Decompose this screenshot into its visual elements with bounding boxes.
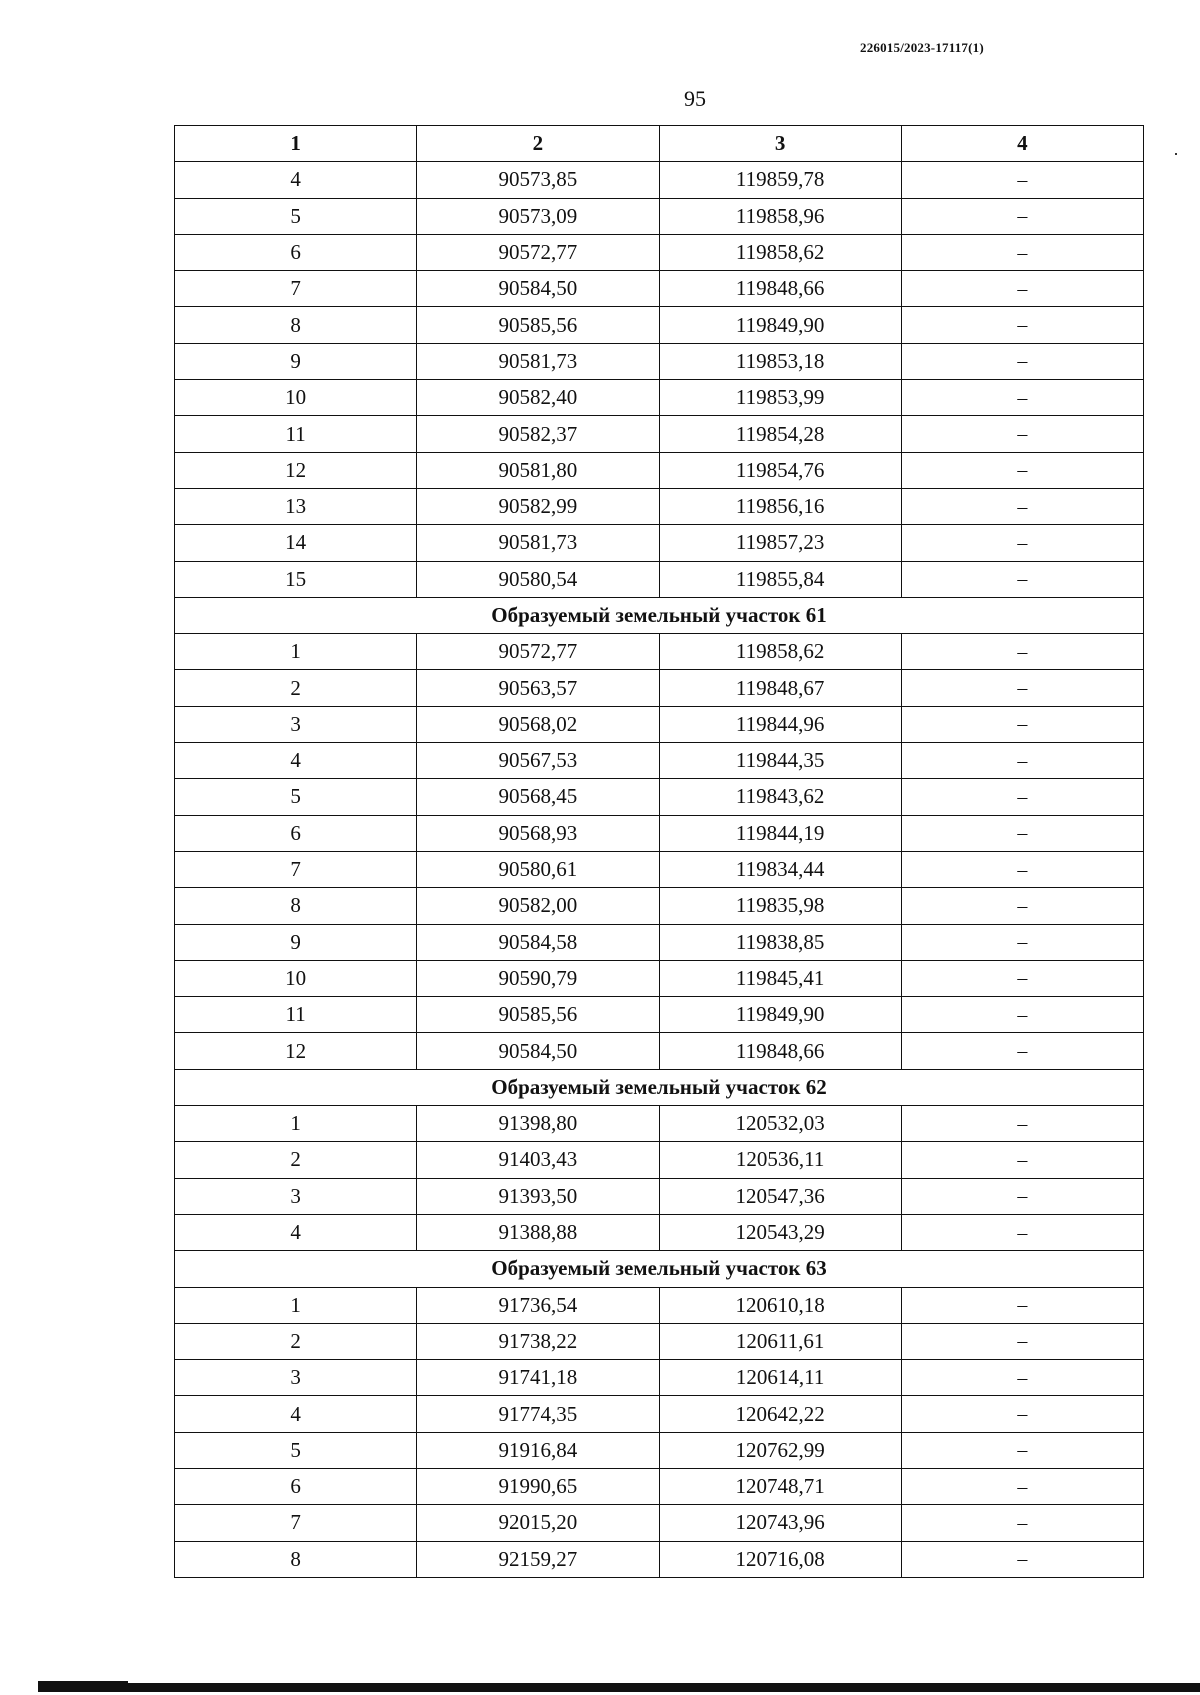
point-number-cell: 11 [175,416,417,452]
x-coordinate-cell: 90568,93 [417,815,659,851]
column-header-2: 2 [417,126,659,162]
point-number-cell: 4 [175,743,417,779]
y-coordinate-cell: 119857,23 [659,525,901,561]
table-row [175,452,1144,488]
note-cell: – [901,815,1143,851]
table-row [175,1396,1144,1432]
section-title: Образуемый земельный участок 62 [175,1069,1144,1105]
table-row [175,1033,1144,1069]
table-row [175,162,1144,198]
x-coordinate-cell: 91741,18 [417,1360,659,1396]
note-cell: – [901,924,1143,960]
note-cell: – [901,743,1143,779]
y-coordinate-cell: 120716,08 [659,1541,901,1577]
y-coordinate-cell: 119834,44 [659,851,901,887]
x-coordinate-cell: 91403,43 [417,1142,659,1178]
x-coordinate-cell: 90572,77 [417,234,659,270]
y-coordinate-cell: 119856,16 [659,488,901,524]
point-number-cell: 8 [175,307,417,343]
x-coordinate-cell: 90572,77 [417,634,659,670]
table-row [175,1468,1144,1504]
point-number-cell: 8 [175,1541,417,1577]
y-coordinate-cell: 119858,96 [659,198,901,234]
y-coordinate-cell: 119854,76 [659,452,901,488]
x-coordinate-cell: 90584,58 [417,924,659,960]
table-row [175,416,1144,452]
y-coordinate-cell: 119855,84 [659,561,901,597]
page-number: 95 [684,86,706,111]
note-cell: – [901,162,1143,198]
note-cell: – [901,1323,1143,1359]
y-coordinate-cell: 120748,71 [659,1468,901,1504]
point-number-cell: 3 [175,706,417,742]
section-row [175,1069,1144,1105]
x-coordinate-cell: 90568,45 [417,779,659,815]
point-number-cell: 7 [175,271,417,307]
scan-bottom-bar [38,1683,1200,1692]
y-coordinate-cell: 120610,18 [659,1287,901,1323]
note-cell: – [901,343,1143,379]
point-number-cell: 3 [175,1178,417,1214]
x-coordinate-cell: 91398,80 [417,1106,659,1142]
x-coordinate-cell: 90581,73 [417,525,659,561]
note-cell: – [901,1432,1143,1468]
table-row [175,343,1144,379]
scan-speck [1175,153,1177,155]
x-coordinate-cell: 90580,54 [417,561,659,597]
column-header-1: 1 [175,126,417,162]
note-cell: – [901,960,1143,996]
table-body [175,162,1144,1578]
point-number-cell: 9 [175,343,417,379]
y-coordinate-cell: 119849,90 [659,997,901,1033]
table-row [175,706,1144,742]
y-coordinate-cell: 119858,62 [659,234,901,270]
x-coordinate-cell: 91774,35 [417,1396,659,1432]
note-cell: – [901,634,1143,670]
note-cell: – [901,1505,1143,1541]
table-header [175,126,1144,162]
point-number-cell: 6 [175,815,417,851]
x-coordinate-cell: 90582,40 [417,380,659,416]
x-coordinate-cell: 92015,20 [417,1505,659,1541]
table-row [175,1287,1144,1323]
note-cell: – [901,1360,1143,1396]
x-coordinate-cell: 91916,84 [417,1432,659,1468]
table-row [175,960,1144,996]
table-row [175,198,1144,234]
note-cell: – [901,851,1143,887]
x-coordinate-cell: 90573,09 [417,198,659,234]
point-number-cell: 6 [175,234,417,270]
y-coordinate-cell: 120642,22 [659,1396,901,1432]
table-row [175,1178,1144,1214]
x-coordinate-cell: 90590,79 [417,960,659,996]
table-row [175,997,1144,1033]
y-coordinate-cell: 119845,41 [659,960,901,996]
table-row [175,851,1144,887]
note-cell: – [901,1178,1143,1214]
x-coordinate-cell: 91388,88 [417,1214,659,1250]
x-coordinate-cell: 90582,00 [417,888,659,924]
x-coordinate-cell: 90573,85 [417,162,659,198]
point-number-cell: 8 [175,888,417,924]
x-coordinate-cell: 91393,50 [417,1178,659,1214]
section-row [175,597,1144,633]
point-number-cell: 10 [175,960,417,996]
point-number-cell: 10 [175,380,417,416]
note-cell: – [901,1106,1143,1142]
y-coordinate-cell: 119849,90 [659,307,901,343]
table-row [175,670,1144,706]
table-row [175,815,1144,851]
point-number-cell: 2 [175,670,417,706]
table-row [175,888,1144,924]
table-row [175,488,1144,524]
table-row [175,561,1144,597]
x-coordinate-cell: 92159,27 [417,1541,659,1577]
note-cell: – [901,307,1143,343]
note-cell: – [901,1541,1143,1577]
note-cell: – [901,670,1143,706]
header-row [175,126,1144,162]
x-coordinate-cell: 90581,80 [417,452,659,488]
y-coordinate-cell: 119848,66 [659,271,901,307]
y-coordinate-cell: 120543,29 [659,1214,901,1250]
y-coordinate-cell: 120547,36 [659,1178,901,1214]
x-coordinate-cell: 90585,56 [417,307,659,343]
y-coordinate-cell: 119858,62 [659,634,901,670]
point-number-cell: 15 [175,561,417,597]
x-coordinate-cell: 90581,73 [417,343,659,379]
point-number-cell: 14 [175,525,417,561]
note-cell: – [901,1287,1143,1323]
y-coordinate-cell: 120536,11 [659,1142,901,1178]
point-number-cell: 2 [175,1323,417,1359]
x-coordinate-cell: 90582,37 [417,416,659,452]
document-registration-number: 226015/2023-17117(1) [860,40,984,55]
table-row [175,634,1144,670]
point-number-cell: 4 [175,1214,417,1250]
y-coordinate-cell: 120762,99 [659,1432,901,1468]
point-number-cell: 7 [175,851,417,887]
y-coordinate-cell: 119859,78 [659,162,901,198]
point-number-cell: 5 [175,198,417,234]
section-row [175,1251,1144,1287]
note-cell: – [901,779,1143,815]
x-coordinate-cell: 91736,54 [417,1287,659,1323]
x-coordinate-cell: 90584,50 [417,1033,659,1069]
note-cell: – [901,1396,1143,1432]
coordinates-table [174,125,1144,1578]
y-coordinate-cell: 119844,19 [659,815,901,851]
note-cell: – [901,234,1143,270]
y-coordinate-cell: 119853,18 [659,343,901,379]
point-number-cell: 13 [175,488,417,524]
table-row [175,307,1144,343]
point-number-cell: 11 [175,997,417,1033]
note-cell: – [901,888,1143,924]
table-row [175,1106,1144,1142]
note-cell: – [901,452,1143,488]
x-coordinate-cell: 90567,53 [417,743,659,779]
point-number-cell: 7 [175,1505,417,1541]
section-title: Образуемый земельный участок 63 [175,1251,1144,1287]
table-row [175,1541,1144,1577]
point-number-cell: 1 [175,1287,417,1323]
y-coordinate-cell: 120614,11 [659,1360,901,1396]
table-row [175,380,1144,416]
x-coordinate-cell: 90568,02 [417,706,659,742]
note-cell: – [901,416,1143,452]
point-number-cell: 12 [175,452,417,488]
note-cell: – [901,997,1143,1033]
note-cell: – [901,1142,1143,1178]
note-cell: – [901,488,1143,524]
note-cell: – [901,1033,1143,1069]
note-cell: – [901,706,1143,742]
table-row [175,1142,1144,1178]
table-row [175,1360,1144,1396]
note-cell: – [901,1214,1143,1250]
y-coordinate-cell: 119844,35 [659,743,901,779]
point-number-cell: 12 [175,1033,417,1069]
point-number-cell: 5 [175,1432,417,1468]
column-header-4: 4 [901,126,1143,162]
x-coordinate-cell: 91990,65 [417,1468,659,1504]
point-number-cell: 4 [175,162,417,198]
table-row [175,1432,1144,1468]
y-coordinate-cell: 119848,67 [659,670,901,706]
y-coordinate-cell: 119838,85 [659,924,901,960]
section-title: Образуемый земельный участок 61 [175,597,1144,633]
point-number-cell: 6 [175,1468,417,1504]
x-coordinate-cell: 90584,50 [417,271,659,307]
table-row [175,1214,1144,1250]
note-cell: – [901,380,1143,416]
x-coordinate-cell: 91738,22 [417,1323,659,1359]
y-coordinate-cell: 119844,96 [659,706,901,742]
table-row [175,1323,1144,1359]
point-number-cell: 5 [175,779,417,815]
y-coordinate-cell: 120532,03 [659,1106,901,1142]
x-coordinate-cell: 90563,57 [417,670,659,706]
note-cell: – [901,1468,1143,1504]
y-coordinate-cell: 119853,99 [659,380,901,416]
point-number-cell: 4 [175,1396,417,1432]
y-coordinate-cell: 120743,96 [659,1505,901,1541]
point-number-cell: 2 [175,1142,417,1178]
y-coordinate-cell: 119835,98 [659,888,901,924]
table-row [175,779,1144,815]
x-coordinate-cell: 90582,99 [417,488,659,524]
note-cell: – [901,561,1143,597]
column-header-3: 3 [659,126,901,162]
table-row [175,271,1144,307]
table-row [175,234,1144,270]
table-row [175,743,1144,779]
x-coordinate-cell: 90585,56 [417,997,659,1033]
table-row [175,525,1144,561]
x-coordinate-cell: 90580,61 [417,851,659,887]
note-cell: – [901,198,1143,234]
y-coordinate-cell: 119843,62 [659,779,901,815]
y-coordinate-cell: 119854,28 [659,416,901,452]
point-number-cell: 1 [175,634,417,670]
table-row [175,924,1144,960]
point-number-cell: 9 [175,924,417,960]
note-cell: – [901,271,1143,307]
y-coordinate-cell: 120611,61 [659,1323,901,1359]
table-row [175,1505,1144,1541]
y-coordinate-cell: 119848,66 [659,1033,901,1069]
point-number-cell: 1 [175,1106,417,1142]
point-number-cell: 3 [175,1360,417,1396]
note-cell: – [901,525,1143,561]
